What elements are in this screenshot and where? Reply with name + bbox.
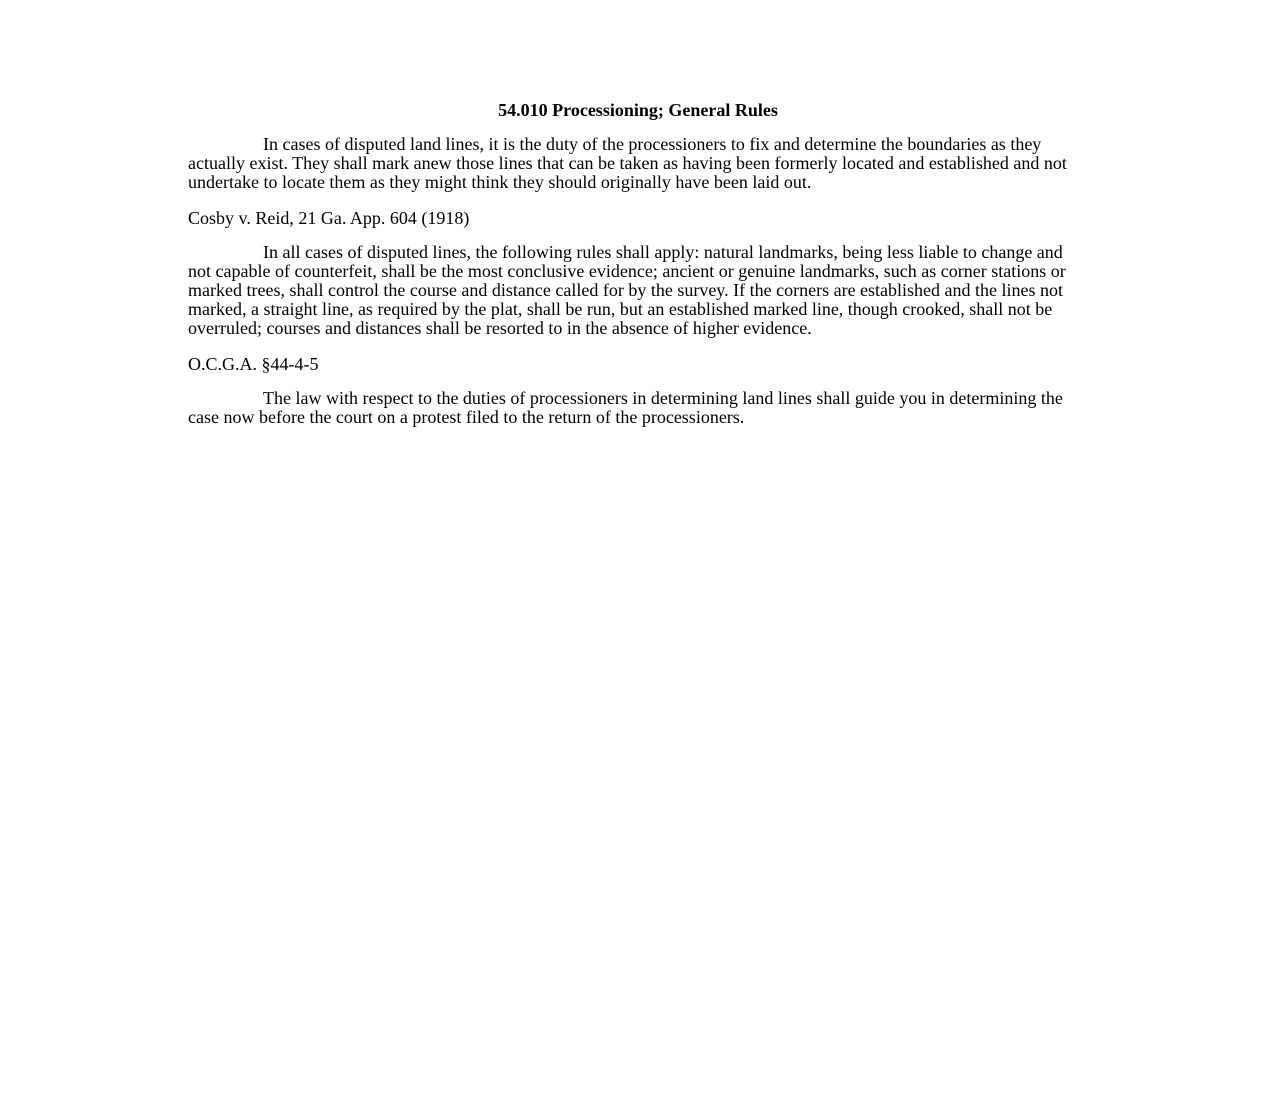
paragraph-rules-disputed-lines: In all cases of disputed lines, the following rules shall apply: natural landmarks, being less liable to change and not capable of counterfeit, shall be the most conclusive evidence; ancient or genuine landmarks, such as corner stations or marked trees, shall control the course and distance called for by the survey. If the corners are established and the lines not marked, a straight line, as required by the plat, shall be run, but an established marked line, though crooked, shall not be overruled; courses and distances shall be resorted to in the absence of higher evidence. <box>188 241 1066 339</box>
paragraph-law-guidance: The law with respect to the duties of processioners in determining land lines shall guide you in determining the case now before the court on a protest filed to the return of the processioners. <box>188 387 1063 427</box>
citation-ocga: O.C.G.A. §44-4-5 <box>188 353 319 374</box>
document-title: 54.010 Processioning; General Rules <box>498 100 778 120</box>
citation-cosby-v-reid: Cosby v. Reid, 21 Ga. App. 604 (1918) <box>188 207 470 228</box>
paragraph-duty-of-processioners: In cases of disputed land lines, it is the duty of the processioners to fix and determine the boundaries as they actually exist. They shall mark anew those lines that can be taken as having been formerly located and established and not undertake to locate them as they might think they should originally have been laid out. <box>188 134 1067 193</box>
document-page <box>188 99 1088 442</box>
